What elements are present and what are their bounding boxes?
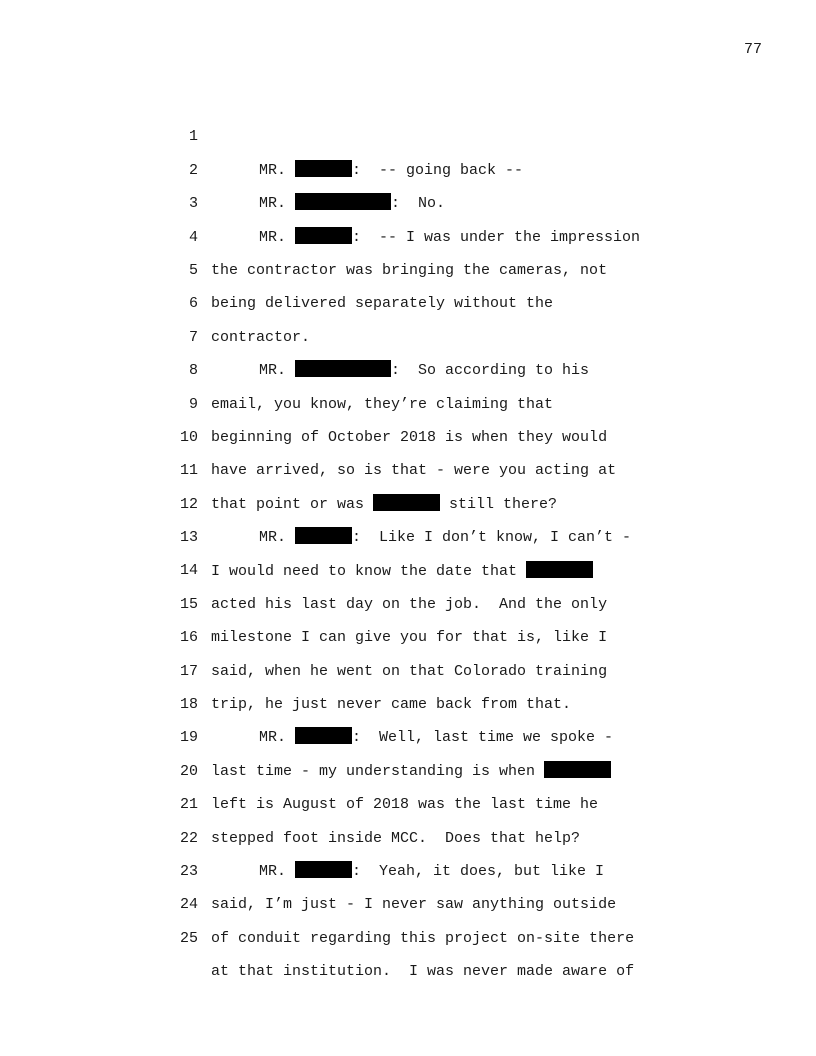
line-text: said, I’m just - I never saw anything outside (211, 896, 617, 914)
line-text: MR. : So according to his (259, 362, 590, 380)
line-number: 8 (188, 362, 198, 380)
transcript-body (0, 87, 816, 981)
line-number: 9 (188, 395, 198, 413)
line-number: 20 (179, 762, 198, 780)
line-number: 24 (179, 896, 198, 914)
line-text: MR. : -- going back -- (259, 161, 524, 179)
line-text: the contractor was bringing the cameras, not (211, 261, 608, 279)
line-number: 6 (188, 295, 198, 313)
line-text: acted his last day on the job. And the only (211, 595, 608, 613)
line-text: have arrived, so is that - were you acting at (211, 462, 617, 480)
line-text: beginning of October 2018 is when they would (211, 428, 608, 446)
line-number: 4 (188, 228, 198, 246)
line-text: MR. : -- I was under the impression (259, 228, 641, 246)
line-number: 2 (188, 161, 198, 179)
line-number: 3 (188, 195, 198, 213)
line-number: 12 (179, 495, 198, 513)
line-text: last time - my understanding is when (211, 755, 611, 788)
line-number: 18 (179, 696, 198, 714)
line-text: email, you know, they’re claiming that (211, 395, 554, 413)
line-number: 21 (179, 796, 198, 814)
line-number: 17 (179, 662, 198, 680)
line-number: 10 (179, 428, 198, 446)
line-text: said, when he went on that Colorado training (211, 662, 608, 680)
line-number: 7 (188, 328, 198, 346)
line-number: 11 (179, 462, 198, 480)
line-number: 25 (179, 929, 198, 947)
line-text: at that institution. I was never made aware of (211, 963, 635, 981)
transcript-line (0, 87, 816, 179)
line-number: 14 (179, 562, 198, 580)
line-text: being delivered separately without the (211, 295, 554, 313)
line-text: trip, he just never came back from that. (211, 696, 572, 714)
line-text: stepped foot inside MCC. Does that help? (211, 829, 581, 847)
line-text: I would need to know the date that (211, 555, 593, 588)
line-number: 5 (188, 261, 198, 279)
line-text: contractor. (211, 328, 311, 346)
line-text: MR. : Like I don’t know, I can’t - (259, 529, 632, 547)
line-number: 16 (179, 629, 198, 647)
line-text: MR. : Well, last time we spoke - (259, 729, 614, 747)
line-text: of conduit regarding this project on-site there (211, 929, 635, 947)
line-text: MR. : Yeah, it does, but like I (259, 863, 605, 881)
line-number: 15 (179, 595, 198, 613)
line-text: that point or was still there? (211, 495, 558, 513)
line-number: 19 (179, 729, 198, 747)
line-number: 22 (179, 829, 198, 847)
line-number: 1 (188, 128, 198, 146)
line-text: left is August of 2018 was the last time he (211, 796, 599, 814)
line-number: 13 (179, 529, 198, 547)
page-number: 77 (743, 41, 762, 58)
line-text: MR. : No. (259, 195, 446, 213)
line-text: milestone I can give you for that is, like I (211, 629, 608, 647)
line-number: 23 (179, 863, 198, 880)
